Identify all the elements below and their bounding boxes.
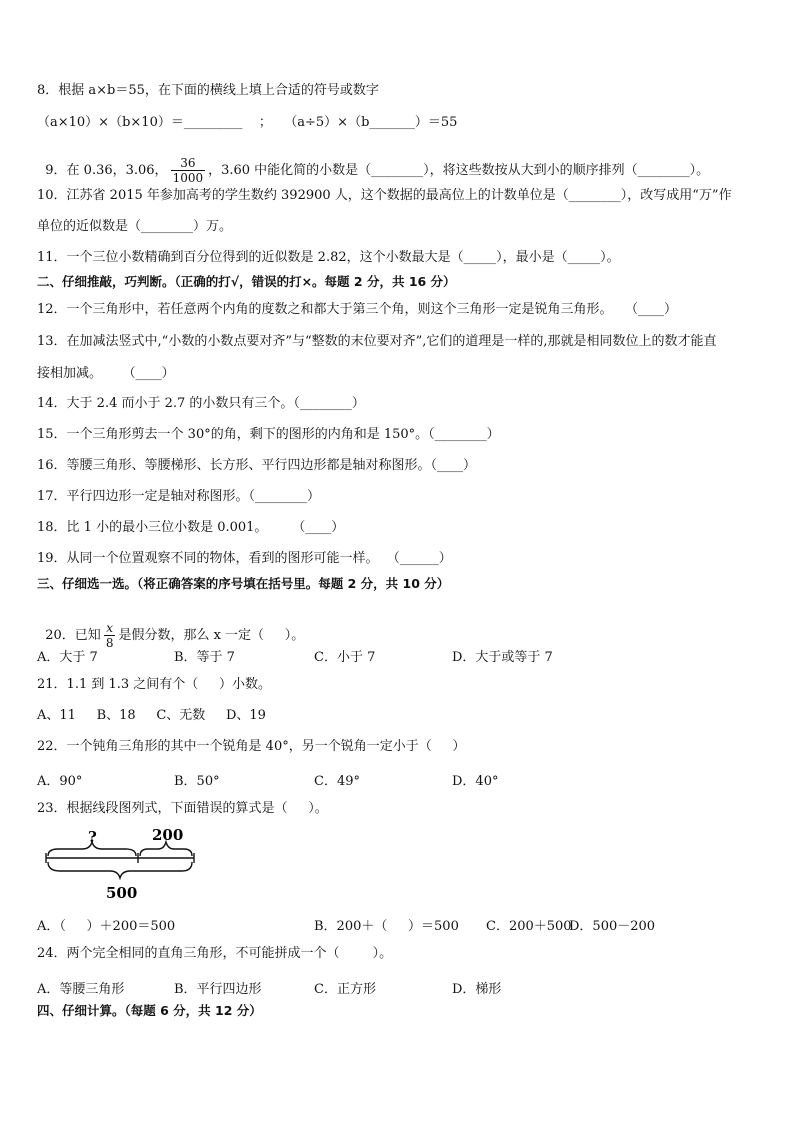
q9-fraction: $\frac{36}{1000}$ [172, 156, 204, 185]
section-4-heading: 四、仔细计算。（每题 6 分，共 12 分） [37, 1003, 262, 1018]
q21: 21．1.1 到 1.3 之间有个（ ）小数。 [37, 677, 271, 692]
q22-option-a: A．90° [37, 774, 83, 789]
q23-option-b: B．200＋（ ）＝500 [314, 919, 459, 934]
q24-option-b: B．平行四边形 [174, 982, 262, 997]
brace-200 [140, 842, 192, 856]
q17: 17．平行四边形一定是轴对称图形。（________） [37, 489, 321, 504]
q9 [37, 140, 709, 185]
q20-option-c: C．小于 7 [314, 650, 376, 665]
q8-text: 8．根据 a×b＝55，在下面的横线上填上合适的符号或数字 [37, 83, 379, 98]
q23-option-a: A．（ ）＋200＝500 [37, 919, 176, 934]
q20-pre: 20．已知 [45, 628, 101, 643]
q20-option-a: A．大于 7 [37, 650, 98, 665]
q15: 15．一个三角形剪去一个 30°的角，剩下的图形的内角和是 150°。（________） [37, 427, 500, 442]
q16: 16．等腰三角形、等腰梯形、长方形、平行四边形都是轴对称图形。（____） [37, 458, 477, 473]
q11: 11．一个三位小数精确到百分位得到的近似数是 2.82，这个小数最大是（_____），最小是（_____）。 [37, 250, 620, 265]
q20-option-d: D．大于或等于 7 [452, 650, 553, 665]
q8-blanks: （a×10）×（b×10）＝_________ ； （a÷5）×（b_______）＝55 [37, 115, 458, 130]
q24: 24．两个完全相同的直角三角形，不可能拼成一个（ ）。 [37, 946, 393, 961]
q20-post: 是假分数，那么 x 一定（ ）。 [118, 628, 305, 643]
q24-option-c: C．正方形 [314, 982, 376, 997]
q22-option-b: B．50° [174, 774, 220, 789]
section-3-heading: 三、仔细选一选。（将正确答案的序号填在括号里。每题 2 分，共 10 分） [37, 576, 450, 591]
q23: 23．根据线段图列式，下面错误的算式是（ ）。 [37, 801, 328, 816]
q23-option-d: D．500－200 [569, 919, 656, 934]
q9-post: ，3.60 中能化简的小数是（________），将这些数按从大到小的顺序排列（________）。 [208, 163, 710, 178]
diagram-top-label: 200 [152, 826, 184, 844]
q12: 12．一个三角形中，若任意两个内角的度数之和都大于第三个角，则这个三角形一定是锐角三角形。 （____） [37, 302, 677, 317]
q24-option-a: A．等腰三角形 [37, 982, 125, 997]
q23-option-c: C．200＋500 [486, 919, 572, 934]
q21-options: A、11 B、18 C、无数 D、19 [37, 708, 266, 723]
section-2-heading: 二、仔细推敲，巧判断。（正确的打√，错误的打×。每题 2 分，共 16 分） [37, 274, 456, 289]
q20-fraction: $\frac{x}{8}$ [105, 621, 114, 650]
q22-option-d: D．40° [452, 774, 499, 789]
q10-line1: 10．江苏省 2015 年参加高考的学生数约 392900 人，这个数据的最高位上的计数单位是（________），改写成用“万”作 [37, 188, 732, 203]
q22-option-c: C．49° [314, 774, 360, 789]
diagram-bottom-label: 500 [106, 884, 138, 902]
q13-line1: 13．在加减法竖式中,“小数的小数点要对齐”与“整数的末位要对齐”,它们的道理是一样的,那就是相同数位上的数才能直 [37, 334, 717, 349]
q20-option-b: B．等于 7 [174, 650, 235, 665]
q20 [37, 605, 304, 650]
q18: 18．比 1 小的最小三位小数是 0.001。 （____） [37, 520, 345, 535]
q10-line2: 单位的近似数是（________）万。 [37, 219, 233, 234]
brace-500 [48, 862, 192, 878]
q19: 19．从同一个位置观察不同的物体，看到的图形可能一样。 （______） [37, 551, 452, 566]
q13-line2: 接相加减。 （____） [37, 366, 175, 381]
q24-option-d: D．梯形 [452, 982, 502, 997]
q22: 22．一个钝角三角形的其中一个锐角是 40°，另一个锐角一定小于（ ） [37, 739, 466, 754]
line-segment-diagram [36, 826, 236, 906]
diagram-question-label: ? [88, 828, 97, 846]
q9-pre: 9．在 0.36，3.06， [45, 163, 168, 178]
q14: 14．大于 2.4 而小于 2.7 的小数只有三个。（________） [37, 396, 365, 411]
